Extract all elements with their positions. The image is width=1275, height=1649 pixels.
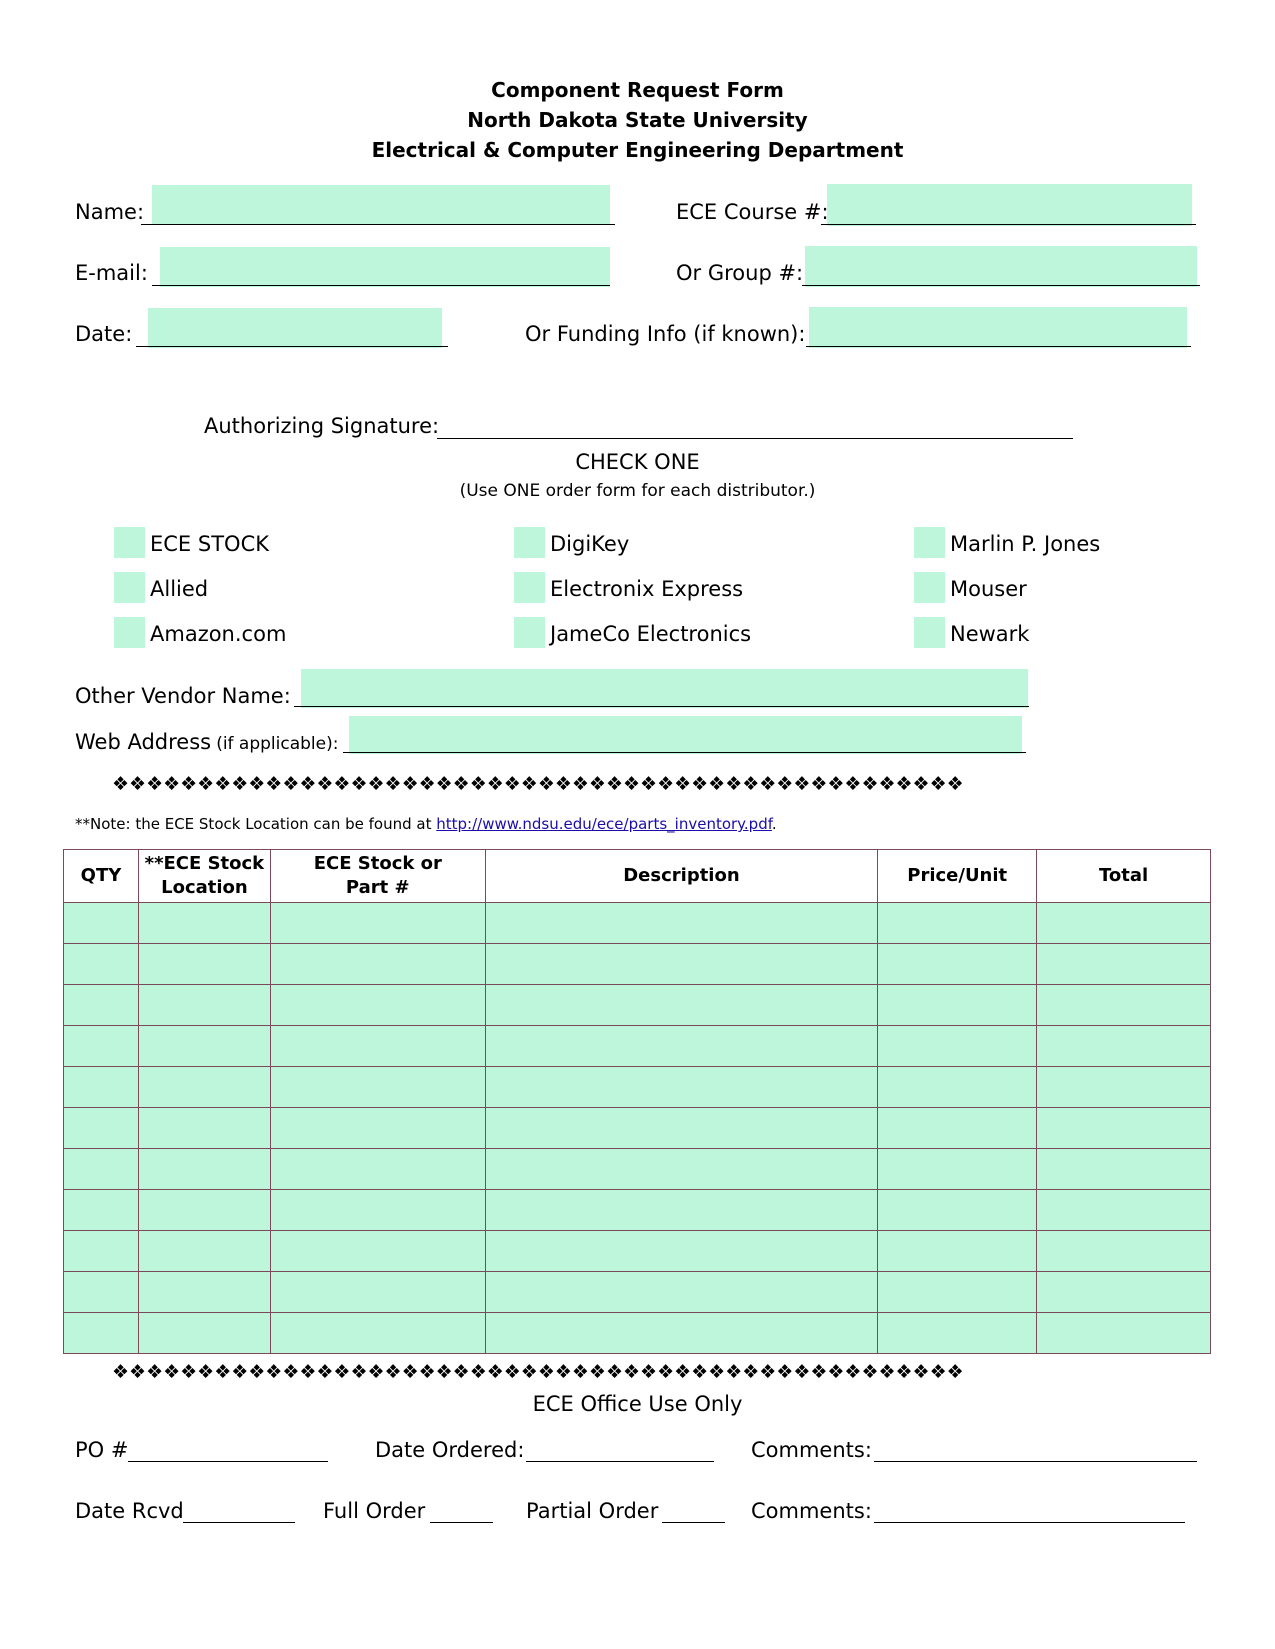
- qty-cell[interactable]: [64, 1067, 139, 1108]
- option-electronix-express: Electronix Express: [550, 577, 744, 601]
- other-vendor-underline: [294, 706, 1029, 707]
- checkbox-newark[interactable]: [914, 617, 945, 648]
- part-number-cell[interactable]: [270, 1149, 485, 1190]
- description-cell[interactable]: [485, 1231, 878, 1272]
- part-number-cell[interactable]: [270, 1231, 485, 1272]
- price-unit-cell[interactable]: [878, 1067, 1037, 1108]
- date-underline: [136, 346, 448, 347]
- part-number-cell[interactable]: [270, 1190, 485, 1231]
- description-cell[interactable]: [485, 1026, 878, 1067]
- qty-cell[interactable]: [64, 1190, 139, 1231]
- email-underline: [152, 285, 610, 286]
- table-row: [64, 903, 1211, 944]
- note-suffix: .: [771, 815, 777, 833]
- date-ordered-line[interactable]: [526, 1461, 714, 1462]
- name-field-fill[interactable]: [152, 185, 610, 225]
- price-unit-cell[interactable]: [878, 1272, 1037, 1313]
- price-unit-cell[interactable]: [878, 1313, 1037, 1354]
- po-label: PO #: [75, 1438, 129, 1462]
- name-label: Name:: [75, 200, 145, 224]
- description-cell[interactable]: [485, 1272, 878, 1313]
- part-number-cell[interactable]: [270, 985, 485, 1026]
- divider-bottom: ❖❖❖❖❖❖❖❖❖❖❖❖❖❖❖❖❖❖❖❖❖❖❖❖❖❖❖❖❖❖❖❖❖❖❖❖❖❖❖❖❖❖❖❖❖❖❖❖❖❖: [112, 1361, 964, 1383]
- date-rcvd-line[interactable]: [183, 1522, 295, 1523]
- part-number-cell[interactable]: [270, 1108, 485, 1149]
- check-one-subtitle: (Use ONE order form for each distributor.): [459, 481, 816, 501]
- part-number-cell[interactable]: [270, 903, 485, 944]
- total-cell[interactable]: [1037, 1108, 1211, 1149]
- course-underline: [821, 224, 1196, 225]
- total-cell[interactable]: [1037, 903, 1211, 944]
- col-stock-location-line2: Location: [161, 877, 248, 898]
- date-ordered-label: Date Ordered:: [375, 1438, 525, 1462]
- course-label: ECE Course #:: [676, 200, 829, 224]
- table-row: [64, 1149, 1211, 1190]
- other-vendor-fill[interactable]: [301, 669, 1028, 708]
- qty-cell[interactable]: [64, 1313, 139, 1354]
- group-field-fill[interactable]: [805, 246, 1197, 287]
- comments-label-1: Comments:: [751, 1438, 872, 1462]
- qty-cell[interactable]: [64, 944, 139, 985]
- stock-location-cell[interactable]: [138, 1231, 270, 1272]
- date-label: Date:: [75, 322, 133, 346]
- stock-location-cell[interactable]: [138, 1026, 270, 1067]
- checkbox-ece-stock[interactable]: [114, 527, 145, 558]
- description-cell[interactable]: [485, 1149, 878, 1190]
- group-label: Or Group #:: [676, 261, 804, 285]
- signature-label: Authorizing Signature:: [204, 414, 440, 438]
- po-line[interactable]: [128, 1461, 328, 1462]
- qty-cell[interactable]: [64, 1108, 139, 1149]
- partial-order-line[interactable]: [662, 1522, 725, 1523]
- office-use-title: ECE Office Use Only: [532, 1392, 743, 1416]
- table-row: [64, 1190, 1211, 1231]
- divider-top: ❖❖❖❖❖❖❖❖❖❖❖❖❖❖❖❖❖❖❖❖❖❖❖❖❖❖❖❖❖❖❖❖❖❖❖❖❖❖❖❖❖❖❖❖❖❖❖❖❖❖: [112, 773, 964, 795]
- part-number-cell[interactable]: [270, 1067, 485, 1108]
- comments-line-1[interactable]: [874, 1461, 1197, 1462]
- price-unit-cell[interactable]: [878, 1108, 1037, 1149]
- stock-location-cell[interactable]: [138, 1190, 270, 1231]
- stock-location-cell[interactable]: [138, 903, 270, 944]
- qty-cell[interactable]: [64, 1231, 139, 1272]
- price-unit-cell[interactable]: [878, 1231, 1037, 1272]
- checkbox-jameco[interactable]: [514, 617, 545, 648]
- form-title: Component Request Form: [491, 78, 784, 102]
- email-label: E-mail:: [75, 261, 148, 285]
- option-newark: Newark: [950, 622, 1030, 646]
- total-cell[interactable]: [1037, 1067, 1211, 1108]
- col-stock-location-header: [138, 850, 270, 903]
- table-row: [64, 1272, 1211, 1313]
- date-rcvd-label: Date Rcvd: [75, 1499, 184, 1523]
- course-field-fill[interactable]: [827, 184, 1192, 226]
- checkbox-amazon[interactable]: [114, 617, 145, 648]
- col-description-header: Description: [485, 850, 878, 903]
- university-name: North Dakota State University: [467, 108, 808, 132]
- option-jameco: JameCo Electronics: [550, 622, 752, 646]
- col-qty-header: QTY: [64, 850, 139, 903]
- option-amazon: Amazon.com: [150, 622, 287, 646]
- total-cell[interactable]: [1037, 1313, 1211, 1354]
- total-cell[interactable]: [1037, 1149, 1211, 1190]
- col-stock-location-line1: **ECE Stock: [144, 853, 265, 874]
- description-cell[interactable]: [485, 985, 878, 1026]
- checkbox-electronix-express[interactable]: [514, 572, 545, 603]
- price-unit-cell[interactable]: [878, 1026, 1037, 1067]
- col-part-number-line2: Part #: [345, 877, 410, 898]
- comments-label-2: Comments:: [751, 1499, 872, 1523]
- items-table: [63, 849, 1211, 1354]
- description-cell[interactable]: [485, 1108, 878, 1149]
- table-row: [64, 1026, 1211, 1067]
- full-order-label: Full Order: [323, 1499, 426, 1523]
- stock-location-cell[interactable]: [138, 1272, 270, 1313]
- price-unit-cell[interactable]: [878, 903, 1037, 944]
- check-one-title: CHECK ONE: [575, 450, 700, 474]
- total-cell[interactable]: [1037, 1272, 1211, 1313]
- total-cell[interactable]: [1037, 985, 1211, 1026]
- partial-order-label: Partial Order: [526, 1499, 659, 1523]
- signature-line[interactable]: [437, 438, 1073, 439]
- table-row: [64, 1313, 1211, 1354]
- web-address-label: Web Address: [75, 730, 212, 754]
- part-number-cell[interactable]: [270, 1272, 485, 1313]
- part-number-cell[interactable]: [270, 944, 485, 985]
- stock-location-cell[interactable]: [138, 985, 270, 1026]
- checkbox-mouser[interactable]: [914, 572, 945, 603]
- checkbox-allied[interactable]: [114, 572, 145, 603]
- comments-line-2[interactable]: [874, 1522, 1185, 1523]
- total-cell[interactable]: [1037, 1190, 1211, 1231]
- col-price-unit-header: Price/Unit: [878, 850, 1037, 903]
- option-allied: Allied: [150, 577, 209, 601]
- description-cell[interactable]: [485, 1190, 878, 1231]
- col-total-header: Total: [1037, 850, 1211, 903]
- stock-location-note: [75, 815, 777, 833]
- col-part-number-line1: ECE Stock or: [313, 853, 442, 874]
- web-address-note: (if applicable):: [216, 734, 339, 754]
- parts-inventory-link[interactable]: http://www.ndsu.edu/ece/parts_inventory.pdf: [436, 815, 772, 833]
- web-address-label-group: [75, 730, 338, 754]
- stock-location-cell[interactable]: [138, 1313, 270, 1354]
- qty-cell[interactable]: [64, 903, 139, 944]
- table-header-row: [64, 850, 1211, 903]
- total-cell[interactable]: [1037, 1026, 1211, 1067]
- email-field-fill[interactable]: [160, 247, 610, 287]
- funding-underline: [806, 346, 1191, 347]
- price-unit-cell[interactable]: [878, 985, 1037, 1026]
- web-address-fill[interactable]: [349, 716, 1022, 754]
- col-part-number-header: [270, 850, 485, 903]
- part-number-cell[interactable]: [270, 1026, 485, 1067]
- option-mouser: Mouser: [950, 577, 1027, 601]
- checkbox-marlin-p-jones[interactable]: [914, 527, 945, 558]
- stock-location-cell[interactable]: [138, 1108, 270, 1149]
- stock-location-cell[interactable]: [138, 1149, 270, 1190]
- name-underline: [141, 224, 615, 225]
- funding-label: Or Funding Info (if known):: [525, 322, 806, 346]
- total-cell[interactable]: [1037, 1231, 1211, 1272]
- stock-location-cell[interactable]: [138, 1067, 270, 1108]
- group-underline: [802, 285, 1200, 286]
- part-number-cell[interactable]: [270, 1313, 485, 1354]
- qty-cell[interactable]: [64, 1026, 139, 1067]
- option-ece-stock: ECE STOCK: [150, 532, 269, 556]
- price-unit-cell[interactable]: [878, 1149, 1037, 1190]
- option-marlin-p-jones: Marlin P. Jones: [950, 532, 1101, 556]
- price-unit-cell[interactable]: [878, 944, 1037, 985]
- note-prefix: **Note: the ECE Stock Location can be found at: [75, 815, 437, 833]
- full-order-line[interactable]: [430, 1522, 493, 1523]
- other-vendor-label: Other Vendor Name:: [75, 684, 291, 708]
- description-cell[interactable]: [485, 1313, 878, 1354]
- table-row: [64, 1067, 1211, 1108]
- stock-location-cell[interactable]: [138, 944, 270, 985]
- department-name: Electrical & Computer Engineering Department: [371, 138, 904, 162]
- table-row: [64, 1108, 1211, 1149]
- table-row: [64, 985, 1211, 1026]
- table-row: [64, 1231, 1211, 1272]
- qty-cell[interactable]: [64, 1272, 139, 1313]
- funding-field-fill[interactable]: [809, 307, 1187, 348]
- option-digikey: DigiKey: [550, 532, 630, 556]
- description-cell[interactable]: [485, 1067, 878, 1108]
- date-field-fill[interactable]: [148, 308, 442, 348]
- total-cell[interactable]: [1037, 944, 1211, 985]
- qty-cell[interactable]: [64, 1149, 139, 1190]
- checkbox-digikey[interactable]: [514, 527, 545, 558]
- items-table-body: [64, 903, 1211, 1354]
- description-cell[interactable]: [485, 903, 878, 944]
- web-address-underline: [343, 752, 1026, 753]
- qty-cell[interactable]: [64, 985, 139, 1026]
- table-row: [64, 944, 1211, 985]
- description-cell[interactable]: [485, 944, 878, 985]
- price-unit-cell[interactable]: [878, 1190, 1037, 1231]
